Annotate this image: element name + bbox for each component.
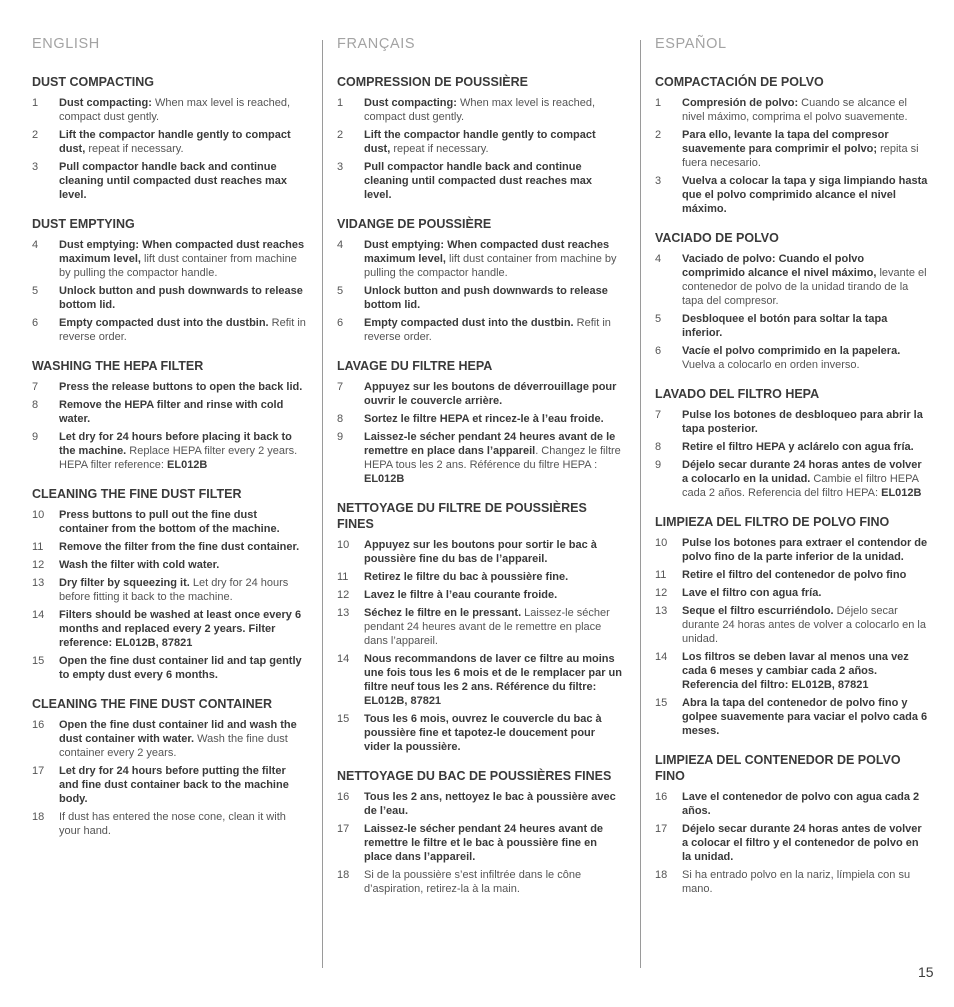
step-number: 11 bbox=[655, 569, 667, 581]
step-item bbox=[337, 412, 622, 426]
step-bold-text: Empty compacted dust into the dustbin. bbox=[364, 317, 574, 329]
step-item bbox=[337, 430, 622, 486]
step-regular-text: repeat if necessary. bbox=[390, 143, 489, 155]
step-number: 17 bbox=[655, 823, 668, 835]
step-number: 15 bbox=[32, 655, 45, 667]
step-bold-text: Press the release buttons to open the back lid. bbox=[59, 381, 303, 393]
step-item bbox=[655, 604, 929, 646]
step-text bbox=[59, 576, 308, 604]
step-bold-text: Pull compactor handle back and continue cleaning until compacted dust reaches max level. bbox=[364, 161, 593, 201]
step-text bbox=[59, 380, 308, 394]
step-number: 18 bbox=[337, 869, 350, 881]
section-heading: DUST EMPTYING bbox=[32, 217, 135, 231]
step-item bbox=[337, 538, 622, 566]
step-item bbox=[32, 540, 308, 554]
step-regular-text: Si ha entrado polvo en la nariz, límpiela con su mano. bbox=[682, 869, 911, 895]
step-item bbox=[337, 128, 622, 156]
step-text bbox=[364, 822, 622, 864]
step-bold-text: Vaciado de polvo: Cuando el polvo comprimido alcance el nivel máximo, bbox=[682, 253, 877, 279]
step-item bbox=[32, 576, 308, 604]
step-item bbox=[32, 160, 308, 202]
column-espanol bbox=[655, 36, 929, 910]
step-regular-text: lift dust container from machine by pulling the compactor handle. bbox=[364, 253, 617, 279]
step-text bbox=[364, 284, 622, 312]
section-heading: LAVAGE DU FILTRE HEPA bbox=[337, 359, 493, 373]
step-text bbox=[682, 696, 929, 738]
step-text bbox=[364, 316, 622, 344]
step-item bbox=[337, 570, 622, 584]
step-bold-text: Pulse los botones de desbloqueo para abrir la tapa posterior. bbox=[682, 409, 923, 435]
column-divider bbox=[322, 40, 323, 968]
step-regular-text: lift dust container from machine by pulling the compactor handle. bbox=[59, 253, 297, 279]
step-bold-text: Dry filter by squeezing it. bbox=[59, 577, 190, 589]
step-number: 13 bbox=[32, 577, 45, 589]
step-regular-text: Laissez-le sécher pendant 24 heures avant de le remettre en place dans l’appareil. bbox=[364, 607, 610, 647]
step-bold-text: Let dry for 24 hours before putting the filter and fine dust container back to the machine body. bbox=[59, 765, 289, 805]
step-number: 10 bbox=[337, 539, 350, 551]
step-number: 9 bbox=[337, 431, 344, 443]
step-number: 1 bbox=[655, 97, 662, 109]
step-bold-text: Nous recommandons de laver ce filtre au moins une fois tous les 6 mois et de le remplacer par un filtre neuf tous les 2 ans. Référence du filtre: EL012B, 87821 bbox=[364, 653, 622, 707]
step-text bbox=[59, 654, 308, 682]
step-text bbox=[364, 712, 622, 754]
language-heading: ESPAÑOL bbox=[655, 36, 727, 52]
step-number: 8 bbox=[655, 441, 662, 453]
step-text bbox=[682, 312, 929, 340]
instruction-section bbox=[655, 74, 929, 216]
instruction-section bbox=[337, 500, 622, 754]
step-bold-text: Compresión de polvo: bbox=[682, 97, 799, 109]
step-item bbox=[337, 712, 622, 754]
step-item bbox=[655, 458, 929, 500]
step-bold-text: Los filtros se deben lavar al menos una vez cada 6 meses y cambiar cada 2 años. Referencia del filtro: EL012B, 87821 bbox=[682, 651, 909, 691]
step-item bbox=[32, 238, 308, 280]
step-item bbox=[655, 822, 929, 864]
instruction-section bbox=[32, 358, 308, 472]
section-heading: NETTOYAGE DU BAC DE POUSSIÈRES FINES bbox=[337, 769, 612, 783]
step-text bbox=[364, 238, 622, 280]
step-item bbox=[655, 696, 929, 738]
step-text bbox=[364, 412, 622, 426]
step-text bbox=[364, 652, 622, 708]
instruction-section bbox=[655, 752, 929, 896]
step-item bbox=[32, 284, 308, 312]
step-bold-text: Laissez-le sécher pendant 24 heures avant de remettre le filtre et le bac à poussière fine en place dans l’appareil. bbox=[364, 823, 604, 863]
section-heading: VACIADO DE POLVO bbox=[655, 231, 779, 245]
step-bold-text: Lift the compactor handle gently to compact dust, bbox=[364, 129, 596, 155]
step-number: 6 bbox=[337, 317, 344, 329]
step-text bbox=[682, 408, 929, 436]
step-regular-text: Cuando se alcance el nivel máximo, comprima el polvo suavemente. bbox=[682, 97, 908, 123]
step-text bbox=[682, 128, 929, 170]
section-heading: LIMPIEZA DEL FILTRO DE POLVO FINO bbox=[655, 515, 890, 529]
step-text bbox=[682, 586, 929, 600]
step-regular-text: . Changez le filtre HEPA tous les 2 ans. Référence du filtre HEPA : bbox=[364, 445, 621, 471]
step-item bbox=[655, 868, 929, 896]
section-heading: NETTOYAGE DU FILTRE DE POUSSIÈRES FINES bbox=[337, 501, 587, 531]
step-bold-text: Open the fine dust container lid and tap gently to empty dust every 6 months. bbox=[59, 655, 302, 681]
step-item bbox=[655, 344, 929, 372]
step-bold-text: Séchez le filtre en le pressant. bbox=[364, 607, 522, 619]
step-bold-text: Unlock button and push downwards to release bottom lid. bbox=[59, 285, 303, 311]
step-number: 3 bbox=[655, 175, 662, 187]
step-number: 12 bbox=[337, 589, 350, 601]
step-text bbox=[59, 764, 308, 806]
step-number: 5 bbox=[32, 285, 39, 297]
page-number: 15 bbox=[918, 964, 934, 980]
section-heading: WASHING THE HEPA FILTER bbox=[32, 359, 204, 373]
filter-reference: EL012B bbox=[364, 473, 405, 485]
step-number: 6 bbox=[655, 345, 662, 357]
step-item bbox=[655, 650, 929, 692]
step-bold-text: Dust compacting: bbox=[364, 97, 457, 109]
step-text bbox=[364, 570, 622, 584]
step-bold-text: Sortez le filtre HEPA et rincez-le à l’eau froide. bbox=[364, 413, 604, 425]
step-text bbox=[682, 650, 929, 692]
column-english bbox=[32, 36, 308, 852]
step-number: 2 bbox=[32, 129, 39, 141]
step-bold-text: Pull compactor handle back and continue cleaning until compacted dust reaches max level. bbox=[59, 161, 288, 201]
step-item bbox=[655, 408, 929, 436]
step-item bbox=[337, 316, 622, 344]
step-number: 13 bbox=[655, 605, 668, 617]
step-number: 10 bbox=[655, 537, 668, 549]
step-bold-text: Press buttons to pull out the fine dust container from the bottom of the machine. bbox=[59, 509, 280, 535]
column-divider bbox=[640, 40, 641, 968]
instruction-section bbox=[655, 386, 929, 500]
step-item bbox=[32, 398, 308, 426]
step-regular-text: Let dry for 24 hours before fitting it back to the machine. bbox=[59, 577, 289, 603]
step-bold-text: Vuelva a colocar la tapa y siga limpiando hasta que el polvo comprimido alcance el nivel máximo. bbox=[682, 175, 928, 215]
step-number: 7 bbox=[655, 409, 662, 421]
step-number: 9 bbox=[32, 431, 39, 443]
step-text bbox=[364, 588, 622, 602]
step-regular-text: Wash the fine dust container every 2 years. bbox=[59, 733, 288, 759]
step-bold-text: Retire el filtro del contenedor de polvo fino bbox=[682, 569, 907, 581]
step-item bbox=[337, 588, 622, 602]
step-text bbox=[364, 96, 622, 124]
instruction-section bbox=[337, 358, 622, 486]
step-text bbox=[682, 252, 929, 308]
step-number: 16 bbox=[655, 791, 668, 803]
section-heading: LIMPIEZA DEL CONTENEDOR DE POLVO FINO bbox=[655, 753, 901, 783]
step-item bbox=[655, 128, 929, 170]
step-bold-text: Remove the filter from the fine dust container. bbox=[59, 541, 300, 553]
step-regular-text: Refit in reverse order. bbox=[364, 317, 611, 343]
step-number: 16 bbox=[337, 791, 350, 803]
step-regular-text: Refit in reverse order. bbox=[59, 317, 306, 343]
instruction-section bbox=[32, 216, 308, 344]
step-item bbox=[32, 764, 308, 806]
step-number: 2 bbox=[655, 129, 662, 141]
step-text bbox=[682, 440, 929, 454]
step-bold-text: Desbloquee el botón para soltar la tapa inferior. bbox=[682, 313, 888, 339]
step-number: 17 bbox=[32, 765, 45, 777]
step-regular-text: Cambie el filtro HEPA cada 2 años. Referencia del filtro HEPA: bbox=[682, 473, 919, 499]
step-text bbox=[364, 160, 622, 202]
step-bold-text: Retire el filtro HEPA y aclárelo con agua fría. bbox=[682, 441, 914, 453]
step-text bbox=[682, 174, 929, 216]
step-number: 6 bbox=[32, 317, 39, 329]
step-text bbox=[59, 128, 308, 156]
step-text bbox=[682, 604, 929, 646]
step-item bbox=[655, 790, 929, 818]
step-number: 18 bbox=[655, 869, 668, 881]
step-text bbox=[364, 430, 622, 486]
section-heading: DUST COMPACTING bbox=[32, 75, 154, 89]
step-item bbox=[337, 238, 622, 280]
step-item bbox=[655, 568, 929, 582]
step-bold-text: Tous les 2 ans, nettoyez le bac à poussière avec de l’eau. bbox=[364, 791, 616, 817]
step-text bbox=[59, 810, 308, 838]
step-bold-text: Seque el filtro escurriéndolo. bbox=[682, 605, 834, 617]
step-number: 4 bbox=[337, 239, 344, 251]
step-number: 3 bbox=[337, 161, 344, 173]
step-number: 10 bbox=[32, 509, 45, 521]
step-text bbox=[59, 316, 308, 344]
step-bold-text: Filters should be washed at least once every 6 months and replaced every 2 years. Filter reference: EL012B, 87821 bbox=[59, 609, 302, 649]
step-regular-text: Replace HEPA filter every 2 years. HEPA filter reference: bbox=[59, 445, 298, 471]
step-item bbox=[32, 558, 308, 572]
step-bold-text: Open the fine dust container lid and wash the dust container with water. bbox=[59, 719, 297, 745]
step-regular-text: When max level is reached, compact dust gently. bbox=[59, 97, 291, 123]
step-item bbox=[32, 316, 308, 344]
step-item bbox=[32, 608, 308, 650]
step-item bbox=[337, 380, 622, 408]
step-bold-text: Déjelo secar durante 24 horas antes de volver a colocarlo en la unidad. bbox=[682, 459, 922, 485]
step-bold-text: Lave el contenedor de polvo con agua cada 2 años. bbox=[682, 791, 920, 817]
step-text bbox=[364, 538, 622, 566]
step-text bbox=[59, 398, 308, 426]
step-regular-text: Déjelo secar durante 24 horas antes de volver a colocarlo en la unidad. bbox=[682, 605, 926, 645]
step-text bbox=[682, 458, 929, 500]
step-item bbox=[32, 718, 308, 760]
step-item bbox=[32, 430, 308, 472]
step-item bbox=[337, 606, 622, 648]
step-bold-text: Laissez-le sécher pendant 24 heures avant de le remettre en place dans l’appareil bbox=[364, 431, 616, 457]
instruction-section bbox=[655, 514, 929, 738]
step-bold-text: Unlock button and push downwards to release bottom lid. bbox=[364, 285, 608, 311]
step-bold-text: Pulse los botones para extraer el contendor de polvo fino de la parte inferior de la unidad. bbox=[682, 537, 928, 563]
step-number: 4 bbox=[32, 239, 39, 251]
step-text bbox=[59, 718, 308, 760]
step-number: 12 bbox=[32, 559, 45, 571]
step-number: 1 bbox=[32, 97, 39, 109]
step-item bbox=[337, 160, 622, 202]
step-bold-text: Let dry for 24 hours before placing it back to the machine. bbox=[59, 431, 292, 457]
step-item bbox=[655, 174, 929, 216]
step-text bbox=[682, 536, 929, 564]
step-number: 12 bbox=[655, 587, 668, 599]
instruction-section bbox=[337, 74, 622, 202]
instruction-section bbox=[32, 696, 308, 838]
step-bold-text: Appuyez sur les boutons de déverrouillage pour ouvrir le couvercle arrière. bbox=[364, 381, 617, 407]
step-bold-text: Dust compacting: bbox=[59, 97, 152, 109]
step-bold-text: Dust emptying: When compacted dust reaches maximum level, bbox=[59, 239, 305, 265]
language-heading: ENGLISH bbox=[32, 36, 100, 52]
step-regular-text: levante el contenedor de polvo de la unidad tirando de la tapa del compresor. bbox=[682, 267, 927, 307]
step-bold-text: Tous les 6 mois, ouvrez le couvercle du bac à poussière fine et tapotez-le doucement pour vider la poussière. bbox=[364, 713, 602, 753]
step-text bbox=[364, 128, 622, 156]
step-item bbox=[32, 810, 308, 838]
step-text bbox=[59, 238, 308, 280]
instruction-section bbox=[32, 74, 308, 202]
step-number: 9 bbox=[655, 459, 662, 471]
step-number: 14 bbox=[337, 653, 350, 665]
step-text bbox=[364, 606, 622, 648]
section-heading: LAVADO DEL FILTRO HEPA bbox=[655, 387, 820, 401]
step-number: 11 bbox=[32, 541, 44, 553]
step-number: 14 bbox=[32, 609, 45, 621]
step-number: 1 bbox=[337, 97, 344, 109]
step-item bbox=[655, 440, 929, 454]
section-heading: COMPRESSION DE POUSSIÈRE bbox=[337, 75, 529, 89]
section-heading: COMPACTACIÓN DE POLVO bbox=[655, 75, 824, 89]
step-item bbox=[337, 790, 622, 818]
section-heading: VIDANGE DE POUSSIÈRE bbox=[337, 217, 492, 231]
step-text bbox=[682, 790, 929, 818]
step-bold-text: Empty compacted dust into the dustbin. bbox=[59, 317, 269, 329]
step-number: 7 bbox=[337, 381, 344, 393]
step-text bbox=[682, 868, 929, 896]
instruction-section bbox=[337, 768, 622, 896]
step-item bbox=[337, 652, 622, 708]
filter-reference: EL012B bbox=[881, 487, 922, 499]
step-number: 4 bbox=[655, 253, 662, 265]
step-item bbox=[655, 536, 929, 564]
step-regular-text: repita si fuera necesario. bbox=[682, 143, 919, 169]
step-number: 8 bbox=[32, 399, 39, 411]
instruction-section bbox=[655, 230, 929, 372]
step-bold-text: Déjelo secar durante 24 horas antes de volver a colocar el filtro y el contenedor de polvo en la unidad. bbox=[682, 823, 922, 863]
step-text bbox=[59, 160, 308, 202]
step-item bbox=[655, 252, 929, 308]
step-bold-text: Vacíe el polvo comprimido en la papelera. bbox=[682, 345, 901, 357]
step-item bbox=[655, 586, 929, 600]
step-item bbox=[337, 822, 622, 864]
step-bold-text: Lift the compactor handle gently to compact dust, bbox=[59, 129, 291, 155]
section-heading: CLEANING THE FINE DUST CONTAINER bbox=[32, 697, 273, 711]
step-regular-text: Si de la poussière s’est infiltrée dans le cône d’aspiration, retirez-la à la main. bbox=[364, 869, 582, 895]
instruction-section bbox=[337, 216, 622, 344]
step-item bbox=[32, 380, 308, 394]
step-bold-text: Lave el filtro con agua fría. bbox=[682, 587, 822, 599]
step-text bbox=[59, 508, 308, 536]
step-item bbox=[32, 654, 308, 682]
step-item bbox=[337, 868, 622, 896]
filter-reference: EL012B bbox=[167, 459, 208, 471]
step-number: 13 bbox=[337, 607, 350, 619]
step-text bbox=[59, 96, 308, 124]
step-text bbox=[682, 344, 929, 372]
step-regular-text: If dust has entered the nose cone, clean it with your hand. bbox=[59, 811, 286, 837]
language-heading: FRANÇAIS bbox=[337, 36, 416, 52]
step-text bbox=[364, 868, 622, 896]
step-text bbox=[59, 540, 308, 554]
step-number: 15 bbox=[655, 697, 668, 709]
step-item bbox=[32, 96, 308, 124]
step-item bbox=[337, 284, 622, 312]
step-bold-text: Abra la tapa del contenedor de polvo fino y golpee suavemente para vaciar el polvo cada 6 meses. bbox=[682, 697, 928, 737]
step-number: 7 bbox=[32, 381, 39, 393]
step-bold-text: Retirez le filtre du bac à poussière fine. bbox=[364, 571, 569, 583]
step-number: 3 bbox=[32, 161, 39, 173]
step-number: 16 bbox=[32, 719, 45, 731]
step-number: 5 bbox=[655, 313, 662, 325]
step-regular-text: repeat if necessary. bbox=[85, 143, 184, 155]
step-number: 8 bbox=[337, 413, 344, 425]
step-text bbox=[59, 608, 308, 650]
step-number: 15 bbox=[337, 713, 350, 725]
step-text bbox=[682, 822, 929, 864]
step-number: 18 bbox=[32, 811, 45, 823]
step-number: 2 bbox=[337, 129, 344, 141]
step-text bbox=[682, 568, 929, 582]
section-heading: CLEANING THE FINE DUST FILTER bbox=[32, 487, 242, 501]
step-bold-text: Wash the filter with cold water. bbox=[59, 559, 220, 571]
step-regular-text: When max level is reached, compact dust gently. bbox=[364, 97, 596, 123]
step-text bbox=[59, 284, 308, 312]
step-item bbox=[337, 96, 622, 124]
step-item bbox=[32, 128, 308, 156]
step-item bbox=[655, 96, 929, 124]
step-text bbox=[364, 790, 622, 818]
step-bold-text: Appuyez sur les boutons pour sortir le bac à poussière fine du bas de l’appareil. bbox=[364, 539, 597, 565]
step-number: 11 bbox=[337, 571, 349, 583]
step-text bbox=[59, 430, 308, 472]
column-francais bbox=[337, 36, 622, 910]
step-bold-text: Lavez le filtre à l’eau courante froide. bbox=[364, 589, 558, 601]
instruction-section bbox=[32, 486, 308, 682]
step-text bbox=[59, 558, 308, 572]
step-item bbox=[655, 312, 929, 340]
step-text bbox=[682, 96, 929, 124]
step-bold-text: Remove the HEPA filter and rinse with cold water. bbox=[59, 399, 284, 425]
step-bold-text: Dust emptying: When compacted dust reaches maximum level, bbox=[364, 239, 610, 265]
step-number: 14 bbox=[655, 651, 668, 663]
step-text bbox=[364, 380, 622, 408]
step-regular-text: Vuelva a colocarlo en orden inverso. bbox=[682, 359, 860, 371]
step-bold-text: Para ello, levante la tapa del compresor suavemente para comprimir el polvo; bbox=[682, 129, 889, 155]
step-number: 17 bbox=[337, 823, 350, 835]
step-number: 5 bbox=[337, 285, 344, 297]
step-item bbox=[32, 508, 308, 536]
